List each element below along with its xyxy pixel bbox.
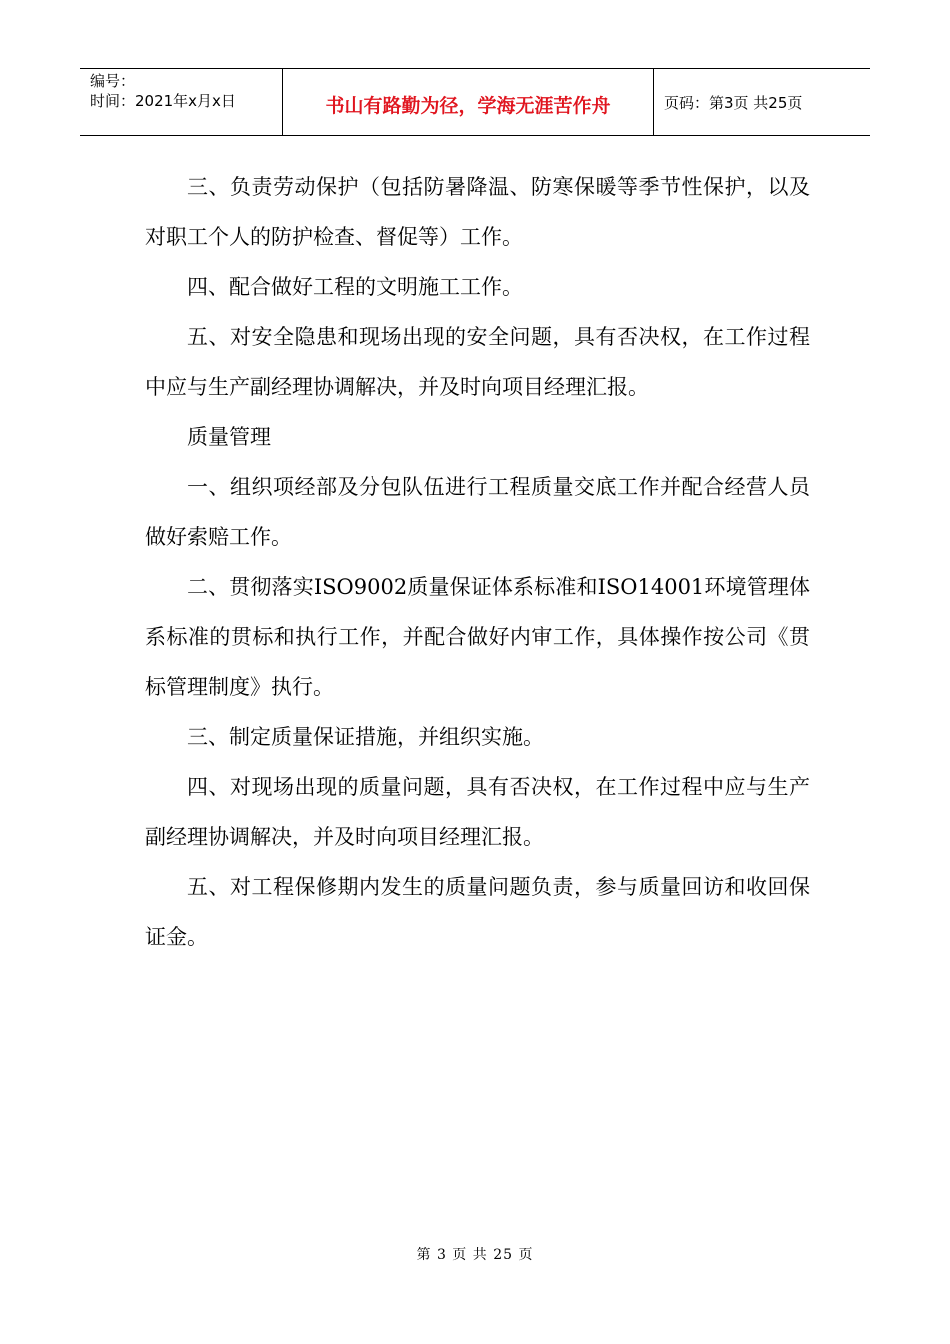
document-time-label: 时间：2021年x月x日 xyxy=(90,92,236,110)
header-motto: 书山有路勤为径，学海无涯苦作舟 xyxy=(282,69,654,135)
header-page-info: 页码：第3页 共25页 xyxy=(664,93,803,112)
paragraph: 四、配合做好工程的文明施工工作。 xyxy=(187,275,523,299)
paragraph: 三、负责劳动保护（包括防暑降温、防寒保暖等季节性保护，以及对职工个人的防护检查、督促等）工作。 xyxy=(145,175,810,249)
paragraph: 三、制定质量保证措施，并组织实施。 xyxy=(187,725,544,749)
paragraph: 五、对工程保修期内发生的质量问题负责，参与质量回访和收回保证金。 xyxy=(145,875,810,949)
document-body xyxy=(145,162,810,962)
page-footer: 第 3 页 共 25 页 xyxy=(416,1247,534,1263)
paragraph: 二、贯彻落实ISO9002质量保证体系标准和ISO14001环境管理体系标准的贯标和执行工作，并配合做好内审工作，具体操作按公司《贯标管理制度》执行。 xyxy=(145,575,810,699)
document-number-label: 编号： xyxy=(90,72,136,90)
paragraph: 一、组织项经部及分包队伍进行工程质量交底工作并配合经营人员做好索赔工作。 xyxy=(145,475,810,549)
header-meta xyxy=(80,69,282,135)
paragraph: 四、对现场出现的质量问题，具有否决权，在工作过程中应与生产副经理协调解决，并及时向项目经理汇报。 xyxy=(145,775,810,849)
section-heading-quality: 质量管理 xyxy=(187,425,271,449)
paragraph: 五、对安全隐患和现场出现的安全问题，具有否决权，在工作过程中应与生产副经理协调解决，并及时向项目经理汇报。 xyxy=(145,325,810,399)
page-header xyxy=(80,68,870,136)
